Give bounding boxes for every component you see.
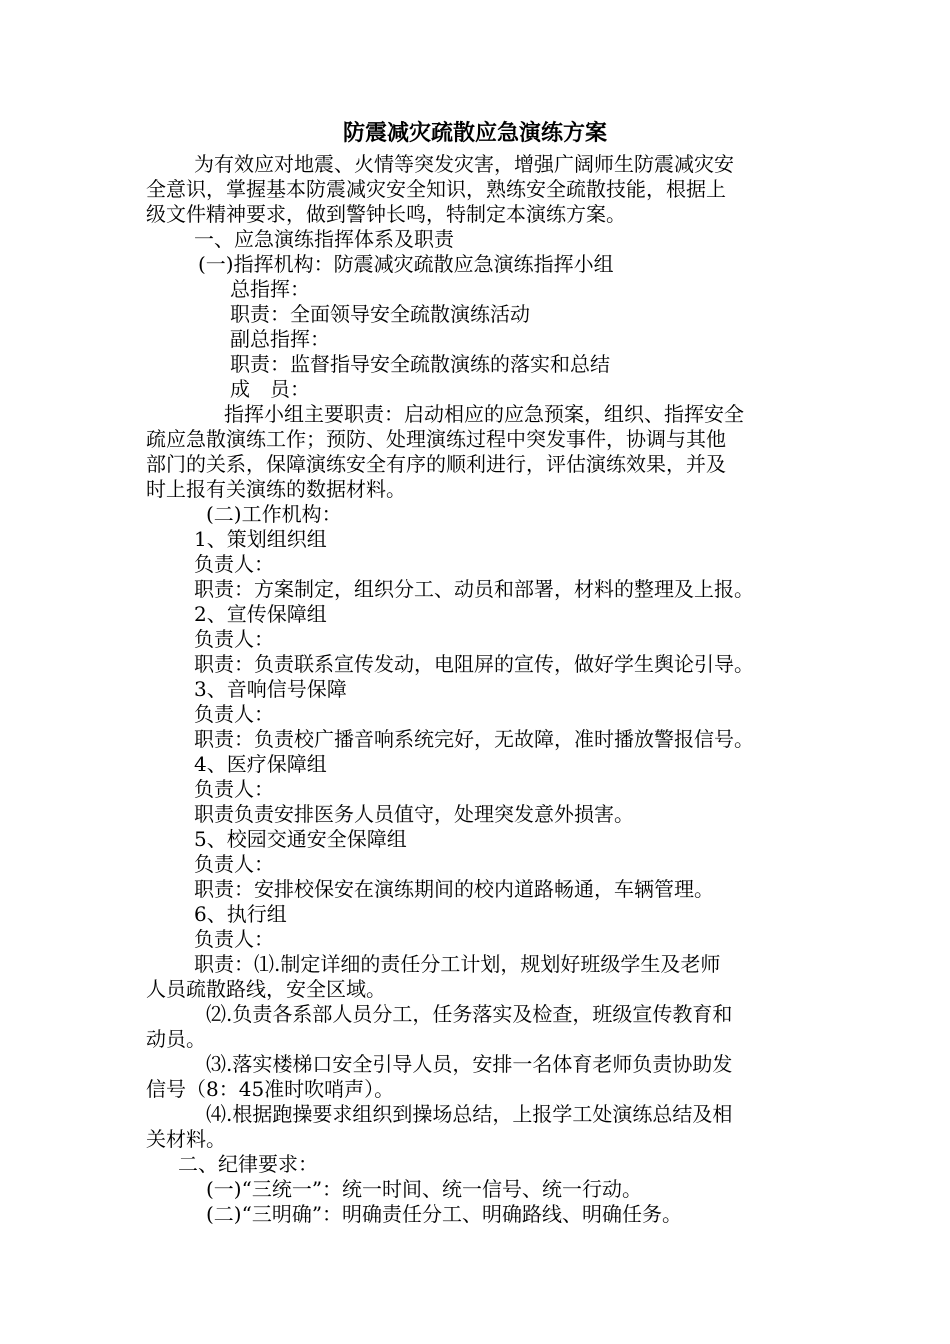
list-item: 负责人：	[194, 627, 274, 651]
list-item: 1、策划组织组	[194, 527, 327, 551]
list-item: 2、宣传保障组	[194, 602, 327, 626]
list-item: 负责人：	[194, 552, 274, 576]
list-item: 副总指挥：	[230, 327, 330, 351]
list-item: 负责人：	[194, 777, 274, 801]
list-item: 负责人：	[194, 702, 274, 726]
list-item: 负责人：	[194, 927, 274, 951]
list-item: 职责：方案制定，组织分工、动员和部署，材料的整理及上报。	[194, 577, 754, 601]
list-item: 成 员：	[230, 377, 310, 401]
paragraph-line: 人员疏散路线，安全区域。	[146, 977, 386, 1001]
paragraph-line: 级文件精神要求，做到警钟长鸣，特制定本演练方案。	[146, 202, 626, 226]
list-item: (二)“三明确”：明确责任分工、明确路线、明确任务。	[206, 1202, 683, 1226]
document-title: 防震减灾疏散应急演练方案	[342, 120, 607, 146]
list-item: 职责：安排校保安在演练期间的校内道路畅通，车辆管理。	[194, 877, 714, 901]
subsection-heading: (一)指挥机构：防震减灾疏散应急演练指挥小组	[198, 252, 614, 276]
paragraph-line: 动员。	[146, 1027, 206, 1051]
paragraph-line: 时上报有关演练的数据材料。	[146, 477, 406, 501]
list-item: 4、医疗保障组	[194, 752, 327, 776]
paragraph-line: 信号（8：45准时吹哨声）。	[146, 1077, 395, 1101]
paragraph-line: 关材料。	[146, 1127, 226, 1151]
list-item: 职责：全面领导安全疏散演练活动	[230, 302, 530, 326]
paragraph-line: 为有效应对地震、火情等突发灾害，增强广阔师生防震减灾安	[194, 152, 734, 176]
paragraph-line: 疏应急散演练工作；预防、处理演练过程中突发事件，协调与其他	[146, 427, 726, 451]
list-item: 职责：⑴.制定详细的责任分工计划，规划好班级学生及老师	[194, 952, 721, 976]
paragraph-line: 全意识，掌握基本防震减灾安全知识，熟练安全疏散技能，根据上	[146, 177, 726, 201]
list-item: 职责：监督指导安全疏散演练的落实和总结	[230, 352, 610, 376]
list-item: 5、校园交通安全保障组	[194, 827, 407, 851]
list-item: 总指挥：	[230, 277, 310, 301]
list-item: 6、执行组	[194, 902, 287, 926]
list-item: (一)“三统一”：统一时间、统一信号、统一行动。	[206, 1177, 643, 1201]
subsection-heading: (二)工作机构：	[206, 502, 342, 526]
list-item: 职责：负责校广播音响系统完好，无故障，准时播放警报信号。	[194, 727, 754, 751]
list-item: 职责：负责联系宣传发动，电阻屏的宣传，做好学生舆论引导。	[194, 652, 754, 676]
list-item: ⑶.落实楼梯口安全引导人员，安排一名体育老师负责协助发	[206, 1052, 733, 1076]
paragraph-line: 部门的关系，保障演练安全有序的顺利进行，评估演练效果，并及	[146, 452, 726, 476]
list-item: ⑷.根据跑操要求组织到操场总结，上报学工处演练总结及相	[206, 1102, 733, 1126]
list-item: 负责人：	[194, 852, 274, 876]
paragraph-line: 指挥小组主要职责：启动相应的应急预案，组织、指挥安全	[224, 402, 744, 426]
list-item: 3、音响信号保障	[194, 677, 347, 701]
list-item: ⑵.负责各系部人员分工，任务落实及检查，班级宣传教育和	[206, 1002, 733, 1026]
list-item: 职责负责安排医务人员值守，处理突发意外损害。	[194, 802, 634, 826]
section-heading: 二、纪律要求：	[178, 1152, 318, 1176]
section-heading: 一、应急演练指挥体系及职责	[194, 227, 454, 251]
